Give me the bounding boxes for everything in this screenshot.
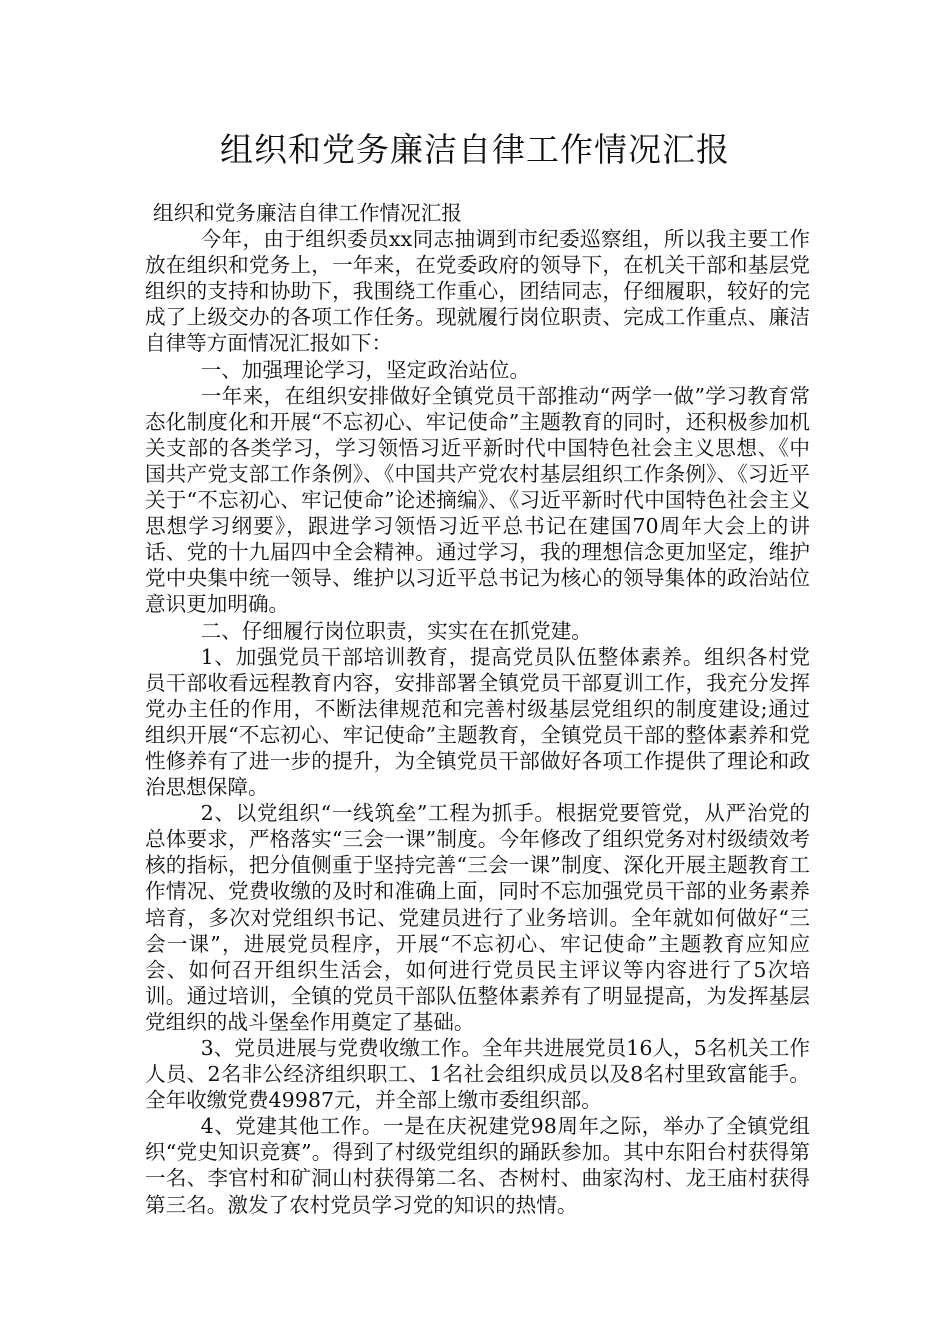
document-subtitle: 组织和党务廉洁自律工作情况汇报 — [153, 201, 462, 225]
paragraph-training: 1、加强党员干部培训教育，提高党员队伍整体素养。组织各村党员干部收看远程教育内容，安排部署全镇党员干部夏训工作，我充分发挥党办主任的作用，不断法律规范和完善村级基层党组织的制度建设;通过组织开展“不忘初心、牢记使命”主题教育，全镇党员干部的整体素养和党性修养有了进一步的提升，为全镇党员干部做好各项工作提供了理论和政治思想保障。 — [145, 644, 810, 800]
paragraph-theory-study: 一年来，在组织安排做好全镇党员干部推动“两学一做”学习教育常态化制度化和开展“不忘初心、牢记使命”主题教育的同时，还积极参加机关支部的各类学习，学习领悟习近平新时代中国特色社会主义思想、《中国共产党支部工作条例》、《中国共产党农村基层组织工作条例》、《习近平关于“不忘初心、牢记使命”论述摘编》、《习近平新时代中国特色社会主义思想学习纲要》，跟进学习领悟习近平总书记在建国70周年大会上的讲话、党的十九届四中全会精神。通过学习，我的理想信念更加坚定，维护党中央集中统一领导、维护以习近平总书记为核心的领导集体的政治站位意识更加明确。 — [145, 383, 810, 617]
paragraph-other-work: 4、党建其他工作。一是在庆祝建党98周年之际，举办了全镇党组织“党史知识竞赛”。得到了村级党组织的踊跃参加。其中东阳台村获得第一名、李官村和矿洞山村获得第二名、杏树村、曲家沟村、龙王庙村获得第三名。激发了农村党员学习党的知识的热情。 — [145, 1114, 810, 1217]
paragraph-membership-dues: 3、党员进展与党费收缴工作。全年共进展党员16人，5名机关工作人员、2名非公经济组织职工、1名社会组织成员以及8名村里致富能手。全年收缴党费49987元，并全部上缴市委组织部。 — [145, 1036, 810, 1113]
section-heading-1: 一、加强理论学习，坚定政治站位。 — [200, 357, 531, 382]
paragraph-intro: 今年，由于组织委员xx同志抽调到市纪委巡察组，所以我主要工作放在组织和党务上，一年来，在党委政府的领导下，在机关干部和基层党组织的支持和协助下，我围绕工作重心，团结同志，仔细履职，较好的完成了上级交办的各项工作任务。现就履行岗位职责、完成工作重点、廉洁自律等方面情况汇报如下： — [145, 227, 810, 356]
document-body — [145, 200, 810, 1218]
paragraph-frontline-project: 2、以党组织“一线筑垒”工程为抓手。根据党要管党，从严治党的总体要求，严格落实“三会一课”制度。今年修改了组织党务对村级绩效考核的指标，把分值侧重于坚持完善“三会一课”制度、深化开展主题教育工作情况、党费收缴的及时和准确上面，同时不忘加强党员干部的业务素养培育，多次对党组织书记、党建员进行了业务培训。全年就如何做好“三会一课”，进展党员程序，开展“不忘初心、牢记使命”主题教育应知应会、如何召开组织生活会，如何进行党员民主评议等内容进行了5次培训。通过培训，全镇的党员干部队伍整体素养有了明显提高，为发挥基层党组织的战斗堡垒作用奠定了基础。 — [145, 801, 810, 1034]
section-heading-2: 二、仔细履行岗位职责，实实在在抓党建。 — [200, 618, 592, 643]
document-title: 组织和党务廉洁自律工作情况汇报 — [220, 130, 730, 169]
